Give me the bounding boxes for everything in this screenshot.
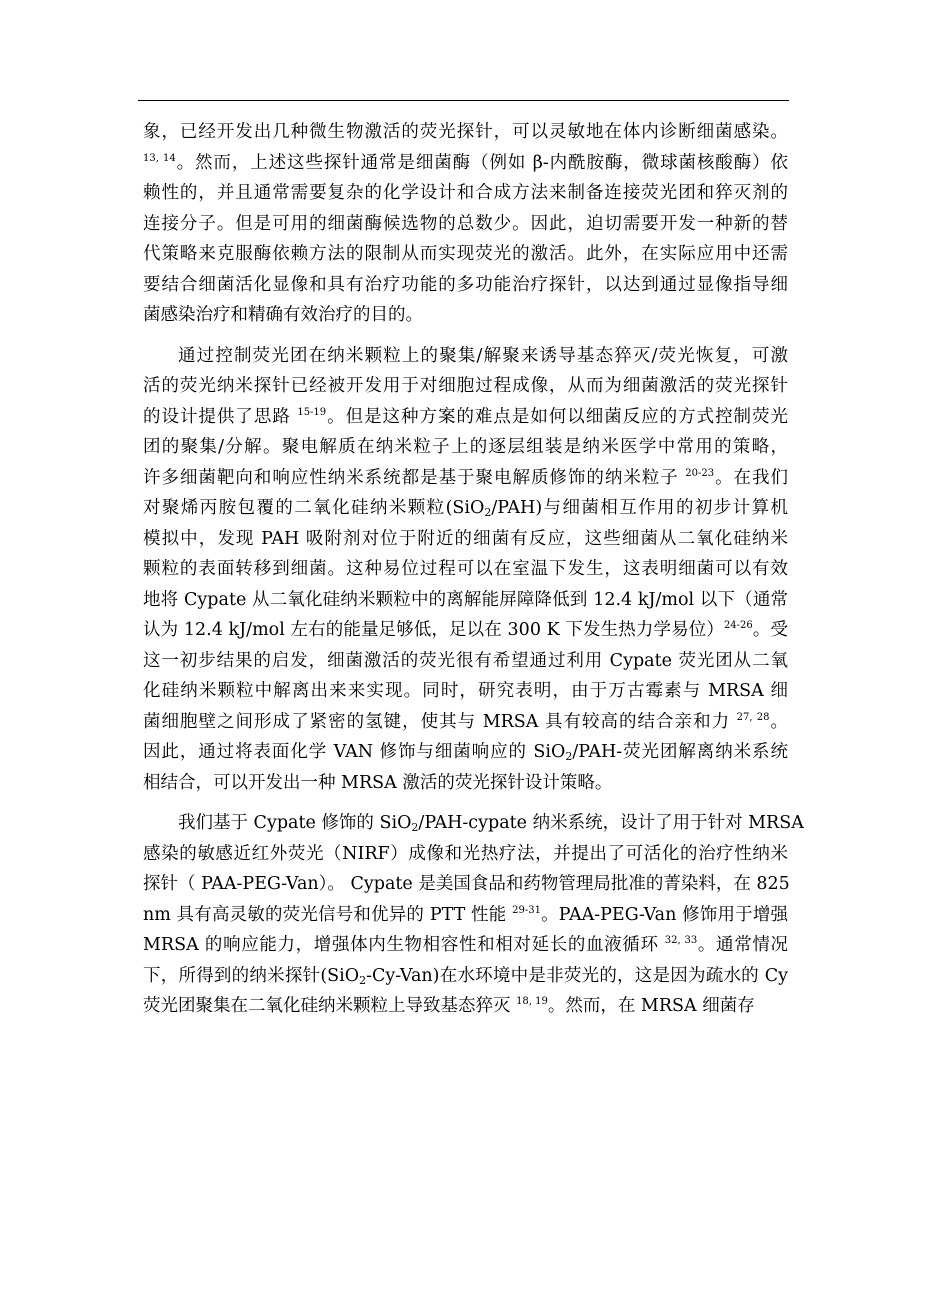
text-line [143, 178, 788, 209]
paragraph [143, 341, 788, 799]
text-run: 探针（ PAA-PEG-Van）。 Cypate 是美国食品和药物管理局批准的菁染料，在 825 [143, 874, 790, 894]
text-line [143, 371, 788, 402]
text-run: 颗粒的表面转移到细菌。这种易位过程可以在室温下发生，这表明细菌可以有效 [143, 559, 788, 579]
text-run: 活的荧光纳米探针已经被开发用于对细胞过程成像，从而为细菌激活的荧光探针 [143, 376, 788, 396]
text-run: 。然而，在 MRSA 细菌存 [547, 996, 755, 1016]
text-line [143, 808, 804, 839]
citation-superscript: 29-31 [512, 904, 541, 916]
citation-superscript: 24-26 [723, 620, 753, 631]
subscript: 2 [484, 506, 492, 519]
text-run: /PAH)与细菌相互作用的初步计算机 [491, 498, 789, 518]
text-run: 要结合细菌活化显像和具有治疗功能的多功能治疗探针，以达到通过显像指导细 [143, 274, 788, 295]
text-run: 。受 [752, 620, 788, 640]
text-line [143, 239, 788, 270]
subscript: 2 [411, 821, 419, 834]
text-line [143, 432, 788, 463]
text-run: 赖性的，并且通常需要复杂的化学设计和合成方法来制备连接荧光团和猝灭剂的 [143, 183, 788, 203]
text-line [143, 676, 788, 707]
text-run: 荧光团聚集在二氧化硅纳米颗粒上导致基态猝灭 [143, 996, 517, 1016]
text-run: 对聚烯丙胺包覆的二氧化硅纳米颗粒(SiO [143, 498, 485, 518]
text-run: 感染的敏感近红外荧光（NIRF）成像和光热疗法，并提出了可活化的治疗性纳米 [143, 843, 788, 864]
text-run: 因此，通过将表面化学 VAN 修饰与细菌响应的 SiO [143, 742, 566, 762]
citation-superscript: 20-23 [685, 467, 715, 479]
text-line [143, 707, 788, 738]
text-run: 我们基于 Cypate 修饰的 SiO [178, 813, 412, 833]
text-run: 通过控制荧光团在纳米颗粒上的聚集/解聚来诱导基态猝灭/荧光恢复，可激 [178, 345, 788, 366]
text-line [143, 839, 788, 870]
text-run: 团的聚集/分解。聚电解质在纳米粒子上的逐层组装是纳米医学中常用的策略， [143, 437, 788, 457]
text-run: MRSA 的响应能力，增强体内生物相容性和相对延长的血液循环 [143, 935, 665, 955]
subscript: 2 [565, 750, 573, 763]
paragraph-gap [143, 331, 788, 341]
text-run: 。通常情况 [697, 935, 788, 955]
subscript: 2 [359, 973, 367, 987]
text-line [143, 869, 788, 900]
text-run: 菌感染治疗和精确有效治疗的目的。 [143, 305, 423, 325]
text-run: /PAH-cypate 纳米系统，设计了用于针对 MRSA [418, 813, 804, 833]
text-run: 。在我们 [714, 467, 789, 488]
text-run: 化硅纳米颗粒中解离出来来实现。同时，研究表明，由于万古霉素与 MRSA 细 [143, 681, 788, 701]
text-run: 模拟中，发现 PAH 吸附剂对位于附近的细菌有反应，这些细菌从二氧化硅纳米 [143, 528, 788, 549]
text-line [143, 615, 788, 646]
text-line [143, 585, 788, 616]
text-line [143, 463, 788, 494]
text-line [143, 900, 788, 931]
text-line [143, 402, 788, 433]
paragraph-gap [143, 798, 788, 808]
text-line [143, 493, 788, 524]
text-run: 。然而，上述这些探针通常是细菌酶（例如 β-内酰胺酶，微球菌核酸酶）依 [175, 152, 789, 173]
text-run: /PAH-荧光团解离纳米系统 [572, 742, 788, 762]
text-line [143, 991, 788, 1022]
text-line [143, 209, 788, 240]
text-run: 。 [769, 711, 789, 732]
text-run: 代策略来克服酶依赖方法的限制从而实现荧光的激活。此外，在实际应用中还需 [143, 244, 788, 264]
text-run: 连接分子。但是可用的细菌酶候选物的总数少。因此，迫切需要开发一种新的替 [143, 213, 788, 234]
text-line [143, 737, 788, 768]
paragraph [143, 117, 788, 331]
text-line [143, 341, 788, 372]
text-run: 地将 Cypate 从二氧化硅纳米颗粒中的离解能屏障降低到 12.4 kJ/mol 以下（通常 [143, 589, 788, 610]
text-run: 。PAA-PEG-Van 修饰用于增强 [540, 904, 789, 925]
header-rule [138, 100, 789, 101]
text-run: 相结合，可以开发出一种 MRSA 激活的荧光探针设计策略。 [143, 772, 613, 793]
citation-superscript: 27, 28 [736, 711, 770, 723]
paragraph [143, 808, 804, 1022]
text-line [143, 768, 788, 799]
citation-superscript: 32, 33 [664, 935, 698, 946]
text-run: 下，所得到的纳米探针(SiO [143, 965, 360, 986]
text-run: -Cy-Van)在水环境中是非荧光的，这是因为疏水的 Cy [366, 965, 788, 986]
text-run: 的设计提供了思路 [143, 406, 298, 427]
text-run: 象，已经开发出几种微生物激活的荧光探针，可以灵敏地在体内诊断细菌感染。 [143, 122, 788, 142]
text-line [143, 554, 788, 585]
text-line [143, 300, 788, 331]
text-line [143, 117, 788, 148]
text-run: 菌细胞壁之间形成了紧密的氢键，使其与 MRSA 具有较高的结合亲和力 [143, 711, 737, 732]
text-run: 。但是这种方案的难点是如何以细菌反应的方式控制荧光 [326, 406, 788, 427]
text-line [143, 524, 788, 555]
text-line [143, 930, 788, 961]
text-line [143, 961, 788, 992]
citation-superscript: 15-19 [297, 406, 327, 418]
citation-superscript: 18, 19 [516, 996, 548, 1007]
text-run: nm 具有高灵敏的荧光信号和优异的 PTT 性能 [143, 904, 513, 925]
text-run: 认为 12.4 kJ/mol 左右的能量足够低，足以在 300 K 下发生热力学易位） [143, 620, 724, 640]
text-line [143, 148, 788, 179]
citation-superscript: 13, 14 [143, 152, 176, 164]
text-run: 这一初步结果的启发，细菌激活的荧光很有希望通过利用 Cypate 荧光团从二氧 [143, 650, 788, 671]
text-line [143, 270, 788, 301]
text-run: 许多细菌靶向和响应性纳米系统都是基于聚电解质修饰的纳米粒子 [143, 467, 686, 488]
body-text [143, 117, 804, 1022]
text-line [143, 646, 788, 677]
